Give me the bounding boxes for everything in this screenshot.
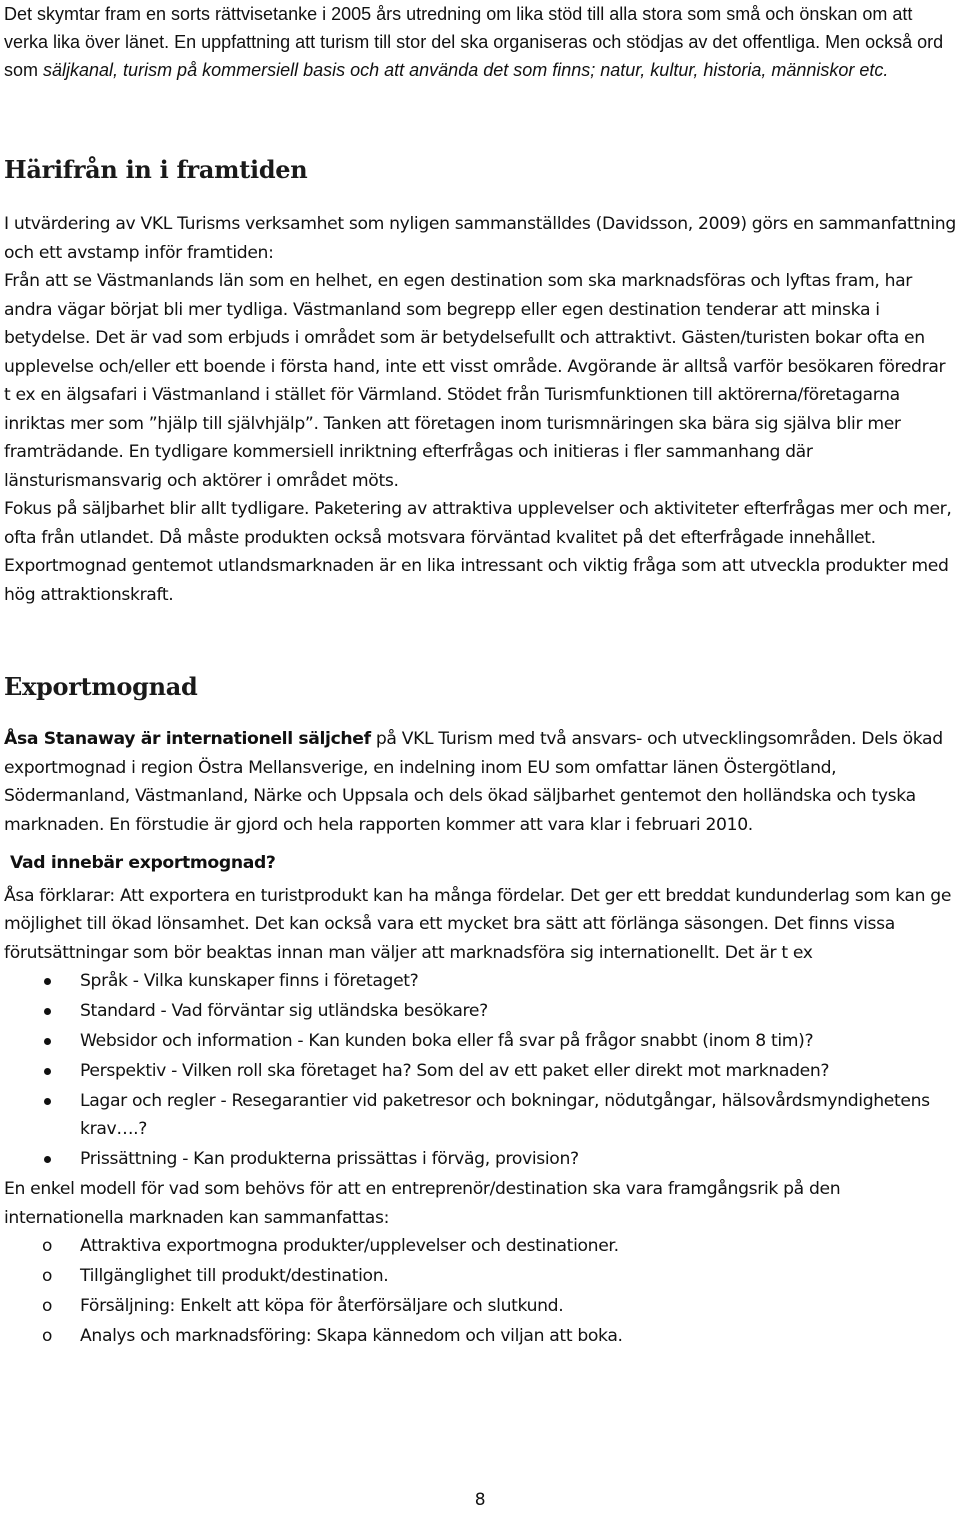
list-item-text: Perspektiv - Vilken roll ska företaget ha? Som del av ett paket eller direkt mot marknaden? (80, 1061, 830, 1081)
intro-text-regular: Det skymtar fram en sorts rättvisetanke i 2005 års utredning om lika stöd till alla stora som små och önskan om att verka lika över länet. En uppfattning att turism till stor del ska organiseras och stödjas av det offentliga. Men också ord som (4, 4, 944, 80)
list-item (4, 1322, 956, 1350)
model-intro-paragraph: En enkel modell för vad som behövs för att en entreprenör/destination ska vara framgångsrik på den internationella marknaden kan sammanfattas: (4, 1179, 841, 1228)
circle-bullet-icon: o (42, 1326, 53, 1346)
list-item-text: Analys och marknadsföring: Skapa kännedom och viljan att boka. (80, 1326, 623, 1346)
answer-paragraph: Åsa förklarar: Att exportera en turistprodukt kan ha många fördelar. Det ger ett breddat kundunderlag som kan ge möjlighet till ökad lönsamhet. Det kan också vara ett mycket bra sätt att förlänga säsongen. Det finns vissa förutsättningar som bör beaktas innan man väljer att marknadsföra sig internationellt. Det är t ex (4, 885, 952, 963)
list-item (4, 967, 956, 995)
list-item (4, 1027, 956, 1055)
lead-bold: Åsa Stanaway är internationell säljchef (4, 729, 371, 749)
list-item-text: Tillgänglighet till produkt/destination. (80, 1266, 389, 1286)
paragraph: I utvärdering av VKL Turisms verksamhet som nyligen sammanställdes (Davidsson, 2009) görs en sammanfattning och ett avstamp inför framtiden: (4, 214, 956, 263)
heading-harifran: Härifrån in i framtiden (4, 155, 308, 184)
list-item-text: Standard - Vad förväntar sig utländska besökare? (80, 1001, 488, 1021)
list-item (4, 1145, 956, 1173)
intro-text-italic: säljkanal, turism på kommersiell basis och att använda det som finns; natur, kultur, historia, människor etc. (43, 60, 889, 80)
list-item (4, 1057, 956, 1085)
bullet-icon (44, 1038, 51, 1045)
subheading-vad-innebar: Vad innebär exportmognad? (10, 853, 276, 873)
list-item-text: Lagar och regler - Resegarantier vid paketresor och bokningar, nödutgångar, hälsovårdsmyndighetens krav….? (80, 1091, 930, 1139)
list-item-text: Attraktiva exportmogna produkter/upplevelser och destinationer. (80, 1236, 619, 1256)
lead-paragraph (4, 725, 956, 839)
bullet-list (4, 967, 956, 1173)
paragraph: Från att se Västmanlands län som en helhet, en egen destination som ska marknadsföras och lyftas fram, har andra vägar börjat bli mer tydliga. Västmanland som begrepp eller egen destination tenderar att minska i betydelse. Det är vad som erbjuds i området som är betydelsefullt och attraktivt. Gästen/turisten bokar ofta en upplevelse och/eller ett boende i första hand, inte ett visst område. Avgörande är alltså varför besökaren föredrar t ex en älgsafari i Västmanland i stället för Värmland. Stödet från Turismfunktionen till aktörerna/företagarna inriktas mer som ”hjälp till självhjälp”. Tanken att företagen inom turismnäringen ska bära sig själva blir mer framträdande. En tydligare kommersiell inriktning efterfrågas och initieras i fler sammanhang där länsturismansvarig och aktörer i området möts. (4, 271, 946, 491)
bullet-icon (44, 1098, 51, 1105)
section-exportmognad (4, 725, 956, 1350)
list-item (4, 1262, 956, 1290)
list-item-text: Prissättning - Kan produkterna prissättas i förväg, provision? (80, 1149, 579, 1169)
list-item-text: Språk - Vilka kunskaper finns i företaget? (80, 971, 419, 991)
list-item (4, 1087, 956, 1143)
circle-bullet-icon: o (42, 1236, 53, 1256)
circle-list (4, 1232, 956, 1350)
heading-exportmognad: Exportmognad (4, 672, 198, 701)
page-number: 8 (474, 1490, 486, 1510)
lead-rest: på VKL Turism med två ansvars- och utvecklingsområden. Dels ökad exportmognad i region Östra Mellansverige, en indelning inom EU som omfattar länen Östergötland, Södermanland, Västmanland, Närke och Uppsala och dels ökad säljbarhet gentemot den holländska och tyska marknaden. En förstudie är gjord och hela rapporten kommer att vara klar i februari 2010. (4, 729, 943, 835)
list-item (4, 1232, 956, 1260)
list-item-text: Försäljning: Enkelt att köpa för återförsäljare och slutkund. (80, 1296, 564, 1316)
bullet-icon (44, 1008, 51, 1015)
section-framtiden (4, 210, 956, 609)
bullet-icon (44, 1068, 51, 1075)
circle-bullet-icon: o (42, 1296, 53, 1316)
bullet-icon (44, 978, 51, 985)
list-item (4, 1292, 956, 1320)
paragraph: Fokus på säljbarhet blir allt tydligare. Paketering av attraktiva upplevelser och aktiviteter efterfrågas mer och mer, ofta från utlandet. Då måste produkten också motsvara förväntad kvalitet på det efterfrågade innehållet. Exportmognad gentemot utlandsmarknaden är en lika intressant och viktig fråga som att utveckla produkter med hög attraktionskraft. (4, 499, 952, 605)
intro-paragraph (4, 0, 956, 84)
bullet-icon (44, 1156, 51, 1163)
circle-bullet-icon: o (42, 1266, 53, 1286)
intro-text (4, 0, 956, 84)
list-item-text: Websidor och information - Kan kunden boka eller få svar på frågor snabbt (inom 8 tim)? (80, 1031, 814, 1051)
list-item (4, 997, 956, 1025)
